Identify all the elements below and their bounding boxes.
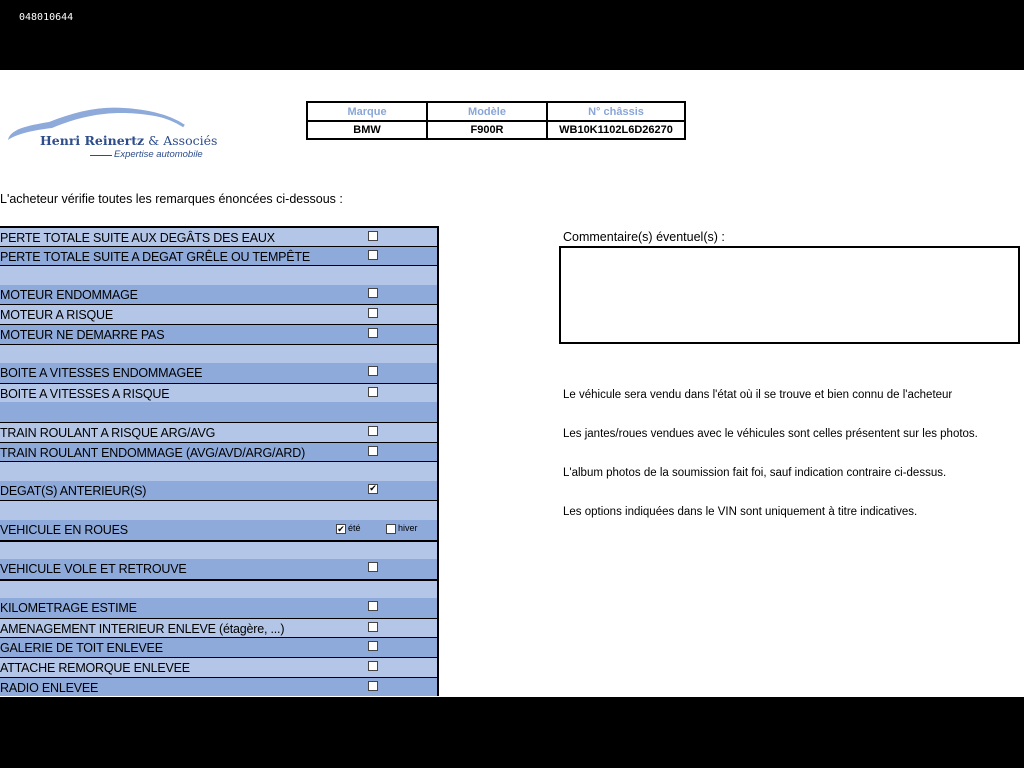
checkbox[interactable] [368, 661, 378, 671]
checklist-label: VEHICULE EN ROUES [0, 522, 128, 537]
logo-subtitle: Expertise automobile [114, 149, 203, 160]
summer-checkbox[interactable] [336, 524, 346, 534]
logo-divider [90, 155, 112, 156]
document-id: 048010644 [19, 12, 74, 23]
vin-options-note: Les options indiquées dans le VIN sont uniquement à titre indicatives. [563, 506, 918, 518]
checklist-row [0, 422, 437, 442]
checklist-label: DEGAT(S) ANTERIEUR(S) [0, 483, 147, 498]
checklist-row [0, 637, 437, 657]
value-chassis: WB10K1102L6D26270 [547, 121, 685, 139]
checklist-row [0, 520, 437, 540]
checklist-label: TRAIN ROULANT ENDOMMAGE (AVG/AVD/ARG/ARD) [0, 445, 306, 460]
checklist-row [0, 442, 437, 462]
comments-textarea[interactable] [559, 246, 1020, 344]
checkbox[interactable] [368, 366, 378, 376]
checklist-row [0, 226, 437, 246]
checklist-row [0, 677, 437, 697]
checklist-row [0, 324, 437, 344]
company-logo [4, 100, 219, 162]
checklist-label: BOITE A VITESSES ENDOMMAGEE [0, 366, 203, 381]
value-model: F900R [427, 121, 547, 139]
spacer-row [0, 344, 437, 364]
comments-label: Commentaire(s) éventuel(s) : [563, 230, 725, 244]
checklist-row [0, 559, 437, 579]
checklist-row [0, 363, 437, 383]
vehicle-info-table [306, 101, 686, 140]
checkbox[interactable] [368, 250, 378, 260]
checkbox[interactable] [368, 681, 378, 691]
photo-album-note: L'album photos de la soumission fait foi, sauf indication contraire ci-dessus. [563, 467, 947, 479]
checkbox[interactable] [368, 601, 378, 611]
checkbox[interactable] [368, 328, 378, 338]
winter-option[interactable] [386, 523, 418, 534]
bottom-black-bar [0, 697, 1024, 768]
checklist-label: PERTE TOTALE SUITE A DEGAT GRÊLE OU TEMPÊTE [0, 249, 311, 264]
checklist-label: VEHICULE VOLE ET RETROUVE [0, 562, 187, 577]
checklist-row [0, 598, 437, 618]
checklist-label: MOTEUR A RISQUE [0, 308, 113, 323]
checkbox[interactable] [368, 387, 378, 397]
checklist-label: RADIO ENLEVEE [0, 680, 99, 695]
checklist-label: AMENAGEMENT INTERIEUR ENLEVE (étagère, ...) [0, 621, 285, 636]
checkbox[interactable] [368, 426, 378, 436]
checklist-label: PERTE TOTALE SUITE AUX DEGÂTS DES EAUX [0, 231, 275, 245]
spacer-row [0, 402, 437, 422]
spacer-row [0, 579, 437, 599]
intro-text: L'acheteur vérifie toutes les remarques énoncées ci-dessous : [0, 192, 343, 206]
checklist-row [0, 657, 437, 677]
spacer-row [0, 540, 437, 560]
header-chassis: N° châssis [547, 102, 685, 121]
checklist-label: ATTACHE REMORQUE ENLEVEE [0, 661, 190, 676]
checklist-row [0, 285, 437, 305]
checklist-label: GALERIE DE TOIT ENLEVEE [0, 641, 163, 656]
checklist-row [0, 304, 437, 324]
summer-option[interactable] [336, 523, 361, 534]
top-black-bar [0, 0, 1024, 70]
checklist-row [0, 246, 437, 266]
checklist-row [0, 618, 437, 638]
checkbox[interactable] [368, 231, 378, 241]
vehicle-value-row [307, 121, 685, 139]
winter-label: hiver [398, 522, 418, 533]
checklist-label: KILOMETRAGE ESTIME [0, 601, 137, 616]
checklist-label: TRAIN ROULANT A RISQUE ARG/AVG [0, 425, 216, 440]
spacer-row [0, 461, 437, 481]
condition-note: Le véhicule sera vendu dans l'état où il se trouve et bien connu de l'acheteur [563, 389, 953, 401]
header-brand: Marque [307, 102, 427, 121]
checkbox[interactable] [368, 308, 378, 318]
checklist-label: BOITE A VITESSES A RISQUE [0, 386, 170, 401]
header-model: Modèle [427, 102, 547, 121]
checkbox[interactable] [368, 446, 378, 456]
vehicle-header-row [307, 102, 685, 121]
damage-checklist [0, 226, 439, 696]
checkbox[interactable] [368, 622, 378, 632]
spacer-row [0, 265, 437, 285]
checkbox[interactable] [368, 641, 378, 651]
checklist-row [0, 383, 437, 403]
checklist-row [0, 481, 437, 501]
spacer-row [0, 500, 437, 520]
winter-checkbox[interactable] [386, 524, 396, 534]
checkbox-checked[interactable] [368, 484, 378, 494]
inspection-sheet [0, 70, 1024, 697]
checklist-label: MOTEUR ENDOMMAGE [0, 287, 138, 302]
checkbox[interactable] [368, 288, 378, 298]
checkbox[interactable] [368, 562, 378, 572]
value-brand: BMW [307, 121, 427, 139]
checklist-label: MOTEUR NE DEMARRE PAS [0, 327, 165, 342]
summer-label: été [348, 522, 361, 533]
wheels-note: Les jantes/roues vendues avec le véhicules sont celles présentent sur les photos. [563, 428, 978, 440]
logo-company-name: Henri Reinertz & Associés [40, 133, 218, 148]
